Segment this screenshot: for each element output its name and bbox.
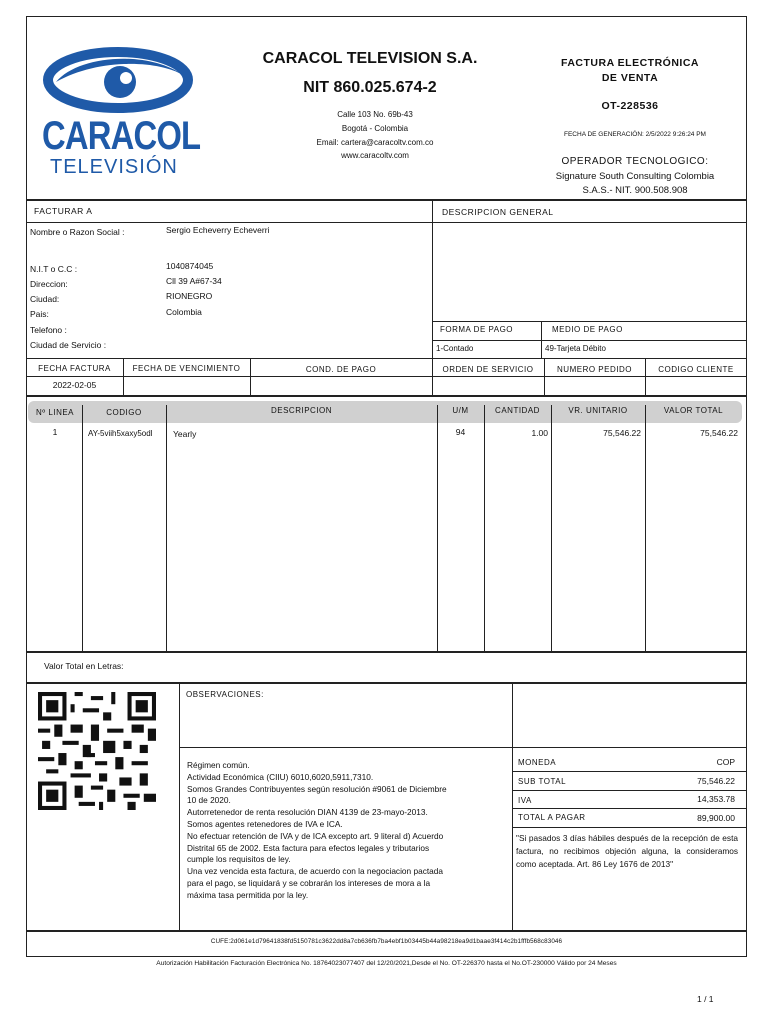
bill-to-header: FACTURAR A bbox=[34, 206, 93, 216]
regime-line: Una vez vencida esta factura, de acuerdo con la negociacion pactada bbox=[187, 866, 443, 877]
payment-form-value: 1-Contado bbox=[436, 344, 474, 353]
col-unit: U/M bbox=[452, 406, 469, 415]
address-value: Cll 39 A#67-34 bbox=[166, 276, 222, 286]
col-total: VALOR TOTAL bbox=[663, 406, 724, 415]
caracol-emblem-icon bbox=[38, 30, 196, 120]
regime-line: 10 de 2020. bbox=[187, 795, 231, 806]
regime-line: Régimen común. bbox=[187, 760, 250, 770]
country-label: Pais: bbox=[30, 309, 49, 319]
col-description: DESCRIPCION bbox=[270, 406, 333, 415]
col-code: CODIGO bbox=[106, 408, 142, 417]
regime-line: para el pago, se liquidará y se cobrarán los intereses de mora a la bbox=[187, 877, 431, 888]
nit-value: 1040874045 bbox=[166, 261, 214, 271]
iva-label: IVA bbox=[518, 796, 532, 805]
payment-method-label: MEDIO DE PAGO bbox=[552, 325, 623, 334]
observations-label: OBSERVACIONES: bbox=[186, 690, 264, 699]
payment-form-label: FORMA DE PAGO bbox=[440, 325, 514, 334]
company-logo bbox=[38, 30, 201, 180]
company-address: Calle 103 No. 69b-43 bbox=[337, 110, 413, 119]
row-qty: 1.00 bbox=[531, 428, 548, 438]
address-label: Direccion: bbox=[30, 279, 68, 289]
row-unit: 94 bbox=[455, 427, 466, 437]
company-name: CARACOL TELEVISION S.A. bbox=[262, 50, 478, 67]
name-value: Sergio Echeverry Echeverri bbox=[166, 225, 270, 235]
invoice-date-value: 2022-02-05 bbox=[52, 380, 97, 390]
iva-value: 14,353.78 bbox=[697, 794, 735, 804]
company-nit: NIT 860.025.674-2 bbox=[303, 79, 437, 96]
acceptance-note: "Si pasados 3 días hábiles después de la recepción de esta factura, no recibimos objeción alguna, la consideramos como aceptada. Art. 86 Ley 1676 de 2013" bbox=[516, 833, 738, 869]
total-label: TOTAL A PAGAR bbox=[518, 813, 586, 822]
row-unit-price: 75,546.22 bbox=[603, 428, 641, 438]
row-description: Yearly bbox=[173, 429, 197, 439]
row-code: AY-5viih5xaxy5odl bbox=[88, 429, 153, 438]
logo-word-television: TELEVISIÓN bbox=[50, 156, 178, 178]
name-label: Nombre o Razon Social : bbox=[30, 227, 125, 237]
service-order-label: ORDEN DE SERVICIO bbox=[442, 365, 534, 374]
generation-date: FECHA DE GENERACIÓN: 2/5/2022 9:26:24 PM bbox=[564, 131, 706, 138]
regime-line: Distrital 65 de 2002. Esta factura para efectos legales y tributarios bbox=[187, 842, 430, 853]
regime-line: No efectuar retención de IVA y de ICA excepto art. 9 literal d) Acuerdo bbox=[187, 830, 444, 841]
invoice-date-label: FECHA FACTURA bbox=[38, 364, 111, 373]
regime-line: cumple los requisitos de ley. bbox=[187, 854, 291, 865]
regime-line: Somos agentes retenedores de IVA e ICA. bbox=[187, 818, 343, 829]
col-qty: CANTIDAD bbox=[495, 406, 540, 415]
currency-label: MONEDA bbox=[518, 758, 557, 767]
regime-line: máxima tasa permitida por la ley. bbox=[187, 889, 309, 900]
row-total: 75,546.22 bbox=[700, 428, 738, 438]
order-number-label: NUMERO PEDIDO bbox=[557, 365, 632, 374]
regime-text bbox=[187, 760, 507, 902]
city-value: RIONEGRO bbox=[166, 291, 213, 301]
regime-line: Autorretenedor de renta resolución DIAN 4139 de 23-mayo-2013. bbox=[187, 807, 428, 818]
operator-title: OPERADOR TECNOLOGICO: bbox=[561, 156, 709, 167]
cufe-text: CUFE:2d061e1d79641838fd5150781c3622dd8a7cb636fb7ba4ebf1b03445b44a98218ea9d1baae3f414c2b1fffb568c83046 bbox=[210, 938, 563, 945]
company-city: Bogotá - Colombia bbox=[341, 124, 409, 133]
operator-line-1: Signature South Consulting Colombia bbox=[555, 171, 715, 182]
company-email: Email: cartera@caracoltv.com.co bbox=[316, 138, 434, 147]
col-line: Nº LINEA bbox=[35, 408, 75, 417]
row-line: 1 bbox=[52, 427, 58, 437]
subtotal-value: 75,546.22 bbox=[697, 776, 735, 786]
regime-line: Actividad Económica (CIIU) 6010,6020,5911,7310. bbox=[187, 771, 374, 782]
due-date-label: FECHA DE VENCIMIENTO bbox=[132, 364, 241, 373]
client-code-label: CODIGO CLIENTE bbox=[658, 365, 734, 374]
nit-label: N.I.T o C.C : bbox=[30, 264, 78, 274]
amount-words-label: Valor Total en Letras: bbox=[44, 661, 124, 671]
page-number: 1 / 1 bbox=[697, 994, 714, 1004]
city-label: Ciudad: bbox=[30, 294, 60, 304]
phone-label: Telefono : bbox=[30, 325, 67, 335]
operator-line-2: S.A.S.- NIT. 900.508.908 bbox=[582, 185, 688, 196]
regime-line: Somos Grandes Contribuyentes según resolución #9061 de Diciembre bbox=[187, 783, 447, 794]
col-unit-price: VR. UNITARIO bbox=[568, 406, 628, 415]
invoice-title-2: DE VENTA bbox=[601, 72, 659, 84]
amount-words-box bbox=[26, 652, 747, 683]
country-value: Colombia bbox=[166, 307, 202, 317]
terms-label: COND. DE PAGO bbox=[305, 365, 377, 374]
invoice-number: OT-228536 bbox=[601, 100, 659, 112]
total-value: 89,900.00 bbox=[697, 813, 735, 823]
qr-code-icon bbox=[38, 692, 156, 810]
service-city-label: Ciudad de Servicio : bbox=[30, 340, 107, 350]
authorization-text: Autorización Habilitación Facturación Electrónica No. 18764023077407 del 12/20/2021,Desde el No. OT-226370 hasta el No.OT-230000 Válido por 24 Meses bbox=[156, 960, 617, 967]
payment-method-value: 49-Tarjeta Débito bbox=[545, 344, 606, 353]
company-web: www.caracoltv.com bbox=[341, 151, 409, 160]
logo-word-caracol: CARACOL bbox=[42, 114, 201, 158]
invoice-title-1: FACTURA ELECTRÓNICA bbox=[560, 57, 700, 69]
general-header: DESCRIPCION GENERAL bbox=[442, 207, 554, 217]
currency-value: COP bbox=[716, 757, 735, 767]
subtotal-label: SUB TOTAL bbox=[518, 777, 567, 786]
